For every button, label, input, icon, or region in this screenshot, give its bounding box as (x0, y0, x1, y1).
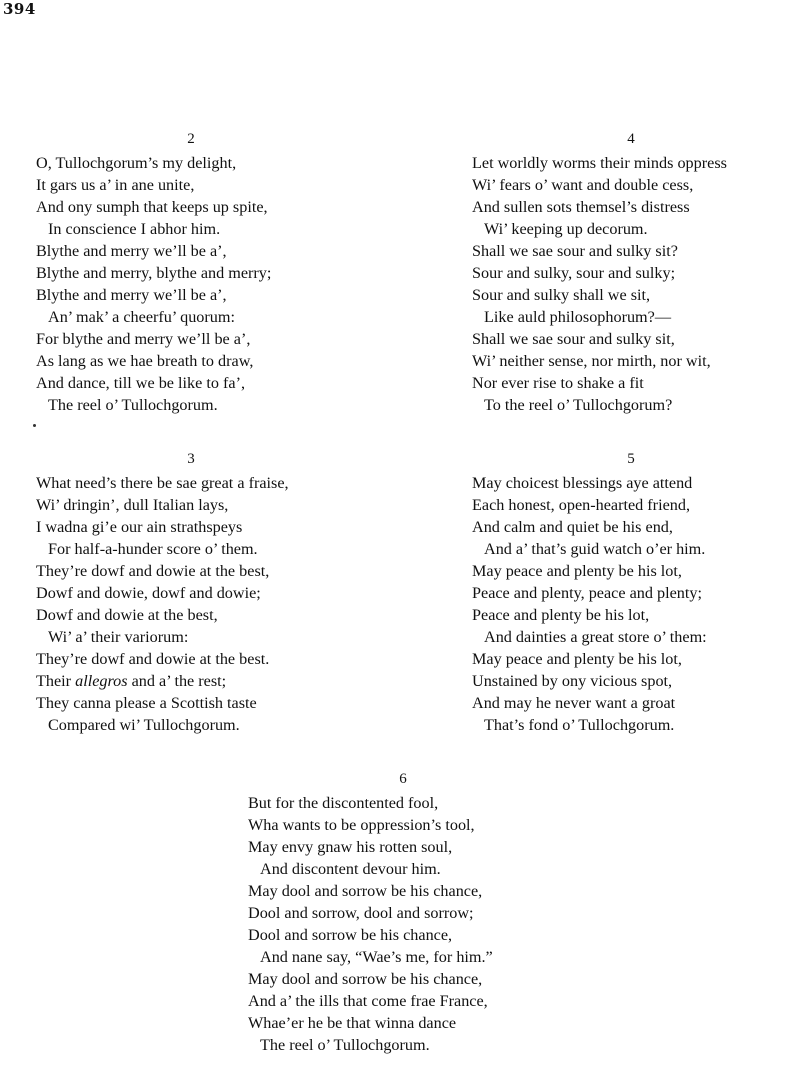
verse-line: They canna please a Scottish taste (36, 694, 257, 712)
verse-text: Their (36, 672, 76, 690)
verse-line: And discontent devour him. (260, 860, 441, 878)
verse-line: May dool and sorrow be his chance, (248, 882, 483, 900)
verse-line: May choicest blessings aye attend (472, 474, 693, 492)
verse-line: They’re dowf and dowie at the best. (36, 650, 270, 668)
verse-line: May dool and sorrow be his chance, (248, 970, 483, 988)
page-number: 394 (3, 0, 36, 18)
print-speck (33, 424, 36, 427)
verse-line: And a’ the ills that come frae France, (248, 992, 488, 1010)
stanza-3 (36, 448, 346, 736)
verse-line: And ony sumph that keeps up spite, (36, 198, 268, 216)
verse-line: In conscience I abhor him. (48, 220, 221, 238)
verse-line: But for the discontented fool, (248, 794, 439, 812)
verse-line: Blythe and merry we’ll be a’, (36, 242, 227, 260)
verse-line: Dowf and dowie at the best, (36, 606, 218, 624)
verse-line: The reel o’ Tullochgorum. (260, 1036, 430, 1054)
verse-line: An’ mak’ a cheerfu’ quorum: (48, 308, 235, 326)
verse-line: Sour and sulky shall we sit, (472, 286, 651, 304)
verse-line: Wi’ keeping up decorum. (484, 220, 648, 238)
verse-line: For half-a-hunder score o’ them. (48, 540, 258, 558)
stanza-number: 6 (399, 771, 407, 787)
verse-line: Dool and sorrow be his chance, (248, 926, 453, 944)
verse-line: I wadna gi’e our ain strathspeys (36, 518, 243, 536)
verse-line: They’re dowf and dowie at the best, (36, 562, 270, 580)
stanza-number: 5 (627, 451, 635, 467)
verse-line: It gars us a’ in ane unite, (36, 176, 195, 194)
verse-text: and a’ the rest; (127, 672, 227, 690)
verse-line: Dowf and dowie, dowf and dowie; (36, 584, 261, 602)
verse-line: And may he never want a groat (472, 694, 676, 712)
verse-line: As lang as we hae breath to draw, (36, 352, 254, 370)
verse-line: That’s fond o’ Tullochgorum. (484, 716, 675, 734)
verse-line: May peace and plenty be his lot, (472, 562, 682, 580)
verse-line: And nane say, “Wae’s me, for him.” (260, 948, 493, 966)
verse-line: And sullen sots themsel’s distress (472, 198, 690, 216)
verse-line (36, 670, 346, 692)
verse-line: And dance, till we be like to fa’, (36, 374, 246, 392)
verse-line: Blythe and merry, blythe and merry; (36, 264, 272, 282)
verse-line: Nor ever rise to shake a fit (472, 374, 644, 392)
stanza-number: 2 (187, 131, 195, 147)
verse-line: Shall we sae sour and sulky sit? (472, 242, 678, 260)
verse-line: Wi’ fears o’ want and double cess, (472, 176, 694, 194)
stanza-number: 4 (627, 131, 635, 147)
verse-line: Wha wants to be oppression’s tool, (248, 816, 475, 834)
stanza-2 (36, 128, 346, 416)
verse-line: To the reel o’ Tullochgorum? (484, 396, 673, 414)
verse-line: Whae’er he be that winna dance (248, 1014, 457, 1032)
stanza-6 (248, 768, 558, 1056)
stanza-5 (472, 448, 790, 736)
verse-line: Peace and plenty, peace and plenty; (472, 584, 702, 602)
verse-line: And dainties a great store o’ them: (484, 628, 707, 646)
verse-line: And a’ that’s guid watch o’er him. (484, 540, 706, 558)
verse-line: May peace and plenty be his lot, (472, 650, 682, 668)
verse-line: Let worldly worms their minds oppress (472, 154, 727, 172)
verse-line: The reel o’ Tullochgorum. (48, 396, 218, 414)
verse-line: Dool and sorrow, dool and sorrow; (248, 904, 474, 922)
stanza-4 (472, 128, 790, 416)
verse-line: May envy gnaw his rotten soul, (248, 838, 453, 856)
verse-line: Compared wi’ Tullochgorum. (48, 716, 240, 734)
verse-line: Wi’ a’ their variorum: (48, 628, 189, 646)
verse-line: For blythe and merry we’ll be a’, (36, 330, 251, 348)
verse-line: Wi’ dringin’, dull Italian lays, (36, 496, 229, 514)
italic-word: allegros (75, 672, 128, 690)
verse-line: Blythe and merry we’ll be a’, (36, 286, 227, 304)
verse-line: Shall we sae sour and sulky sit, (472, 330, 675, 348)
verse-line: Peace and plenty be his lot, (472, 606, 650, 624)
verse-line: Unstained by ony vicious spot, (472, 672, 673, 690)
verse-line: Like auld philosophorum?— (484, 308, 672, 326)
verse-line: Wi’ neither sense, nor mirth, nor wit, (472, 352, 711, 370)
stanza-number: 3 (187, 451, 195, 467)
verse-line: Sour and sulky, sour and sulky; (472, 264, 676, 282)
verse-line: What need’s there be sae great a fraise, (36, 474, 289, 492)
verse-line: Each honest, open-hearted friend, (472, 496, 690, 514)
verse-line: O, Tullochgorum’s my delight, (36, 154, 237, 172)
verse-line: And calm and quiet be his end, (472, 518, 673, 536)
